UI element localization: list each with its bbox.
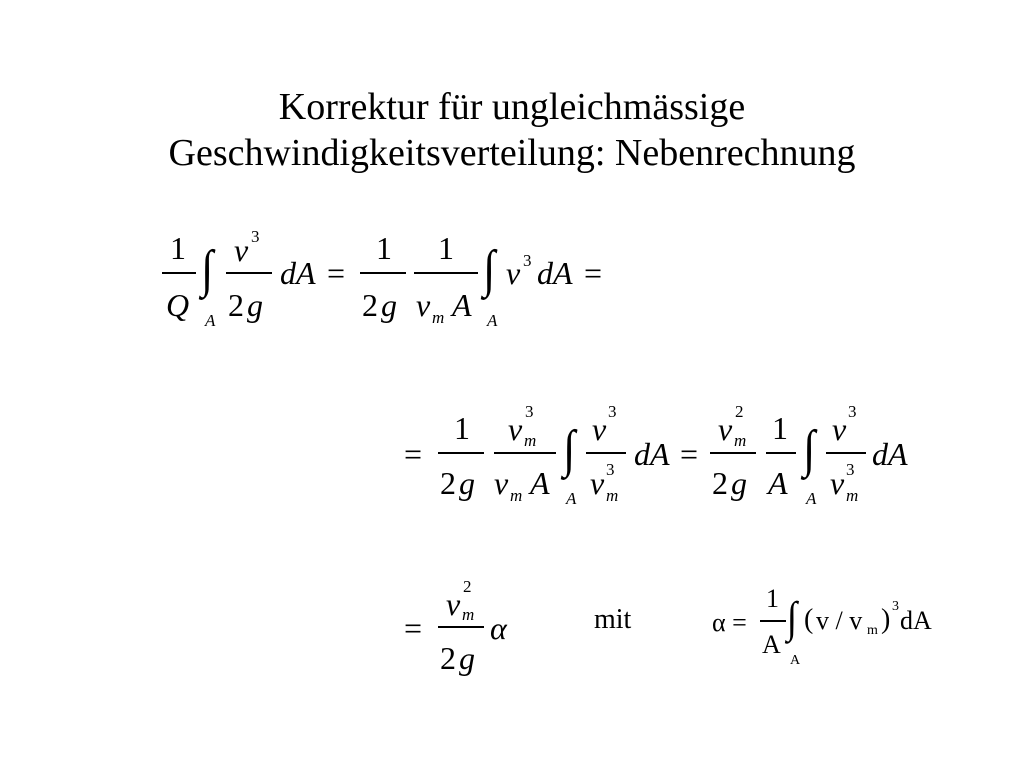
- fraction-bar: [494, 452, 556, 454]
- dA: dA: [872, 436, 908, 472]
- denominator-Q: Q: [166, 287, 190, 323]
- denominator-2: 2: [362, 287, 378, 323]
- denominator-A: A: [762, 630, 781, 659]
- integral-limit-A: A: [205, 311, 216, 330]
- denominator-2: 2: [712, 465, 728, 501]
- integral-limit-A: A: [806, 489, 817, 508]
- equals-sign: =: [404, 610, 423, 646]
- alpha-lhs: α =: [712, 608, 747, 637]
- subscript-m: m: [524, 431, 537, 450]
- denominator-A: A: [530, 465, 550, 501]
- numerator-one: 1: [376, 230, 392, 266]
- paren-open: (: [804, 604, 814, 635]
- fraction-bar: [438, 626, 484, 628]
- dA: dA: [634, 436, 670, 472]
- exponent-2: 2: [735, 402, 744, 421]
- exponent-3: 3: [251, 227, 260, 246]
- exponent-3: 3: [846, 460, 855, 479]
- denominator-A: A: [768, 465, 788, 501]
- fraction-bar: [766, 452, 796, 454]
- integral-sign: ∫: [803, 421, 816, 478]
- fraction-bar: [360, 272, 406, 274]
- numerator-v: v: [592, 411, 607, 447]
- integral-sign: ∫: [563, 421, 576, 478]
- equals-sign: =: [327, 255, 346, 291]
- integral-limit-A: A: [790, 653, 801, 668]
- alpha: α: [490, 610, 507, 646]
- integral-sign: ∫: [483, 241, 496, 298]
- equals-sign: =: [680, 436, 699, 472]
- mit-label: mit: [594, 604, 632, 635]
- fraction-bar: [760, 620, 786, 622]
- denominator-g: g: [247, 287, 263, 323]
- fraction-bar: [162, 272, 196, 274]
- fraction-bar: [414, 272, 478, 274]
- slide-title: [0, 84, 1024, 176]
- equals-sign: =: [584, 255, 603, 291]
- exponent-3: 3: [523, 251, 532, 270]
- integral-sign: ∫: [201, 241, 214, 298]
- exponent-2: 2: [463, 577, 472, 596]
- title-line-2: Geschwindigkeitsverteilung: Nebenrechnung: [168, 132, 856, 174]
- denominator-v: v: [416, 287, 431, 323]
- integral-limit-A: A: [566, 489, 577, 508]
- denominator-2: 2: [440, 640, 456, 676]
- subscript-m: m: [734, 431, 747, 450]
- exponent-3: 3: [525, 402, 534, 421]
- title-line-1: Korrektur für ungleichmässige: [278, 86, 746, 128]
- denominator-v: v: [830, 465, 845, 501]
- exponent-3: 3: [848, 402, 857, 421]
- paren-close: ): [881, 604, 891, 635]
- exponent-3: 3: [892, 599, 899, 614]
- numerator-one: 1: [766, 584, 779, 613]
- fraction-bar: [710, 452, 756, 454]
- numerator-v: v: [718, 411, 733, 447]
- dA: dA: [900, 606, 932, 635]
- fraction-bar: [226, 272, 272, 274]
- fraction-bar: [826, 452, 866, 454]
- dA: dA: [537, 255, 573, 291]
- numerator-one: 1: [772, 410, 788, 446]
- denominator-g: g: [459, 465, 475, 501]
- subscript-m: m: [462, 605, 475, 624]
- numerator-v: v: [832, 411, 847, 447]
- velocity-ratio: v / v: [816, 606, 863, 635]
- integral-sign: ∫: [786, 593, 798, 642]
- numerator-v: v: [446, 586, 461, 622]
- numerator-one: 1: [454, 410, 470, 446]
- denominator-g: g: [731, 465, 747, 501]
- exponent-3: 3: [608, 402, 617, 421]
- denominator-2: 2: [228, 287, 244, 323]
- numerator-one: 1: [170, 230, 186, 266]
- integral-limit-A: A: [487, 311, 498, 330]
- v: v: [506, 255, 521, 291]
- subscript-m: m: [846, 486, 859, 505]
- denominator-v: v: [494, 465, 509, 501]
- subscript-m: m: [606, 486, 619, 505]
- fraction-bar: [586, 452, 626, 454]
- denominator-2: 2: [440, 465, 456, 501]
- denominator-v: v: [590, 465, 605, 501]
- denominator-A: A: [452, 287, 472, 323]
- subscript-m: m: [867, 623, 878, 638]
- subscript-m: m: [432, 308, 445, 327]
- exponent-3: 3: [606, 460, 615, 479]
- numerator-one: 1: [438, 230, 454, 266]
- numerator-v: v: [234, 232, 249, 268]
- subscript-m: m: [510, 486, 523, 505]
- denominator-g: g: [381, 287, 397, 323]
- numerator-v: v: [508, 411, 523, 447]
- dA: dA: [280, 255, 316, 291]
- fraction-bar: [438, 452, 484, 454]
- equals-sign: =: [404, 436, 423, 472]
- denominator-g: g: [459, 640, 475, 676]
